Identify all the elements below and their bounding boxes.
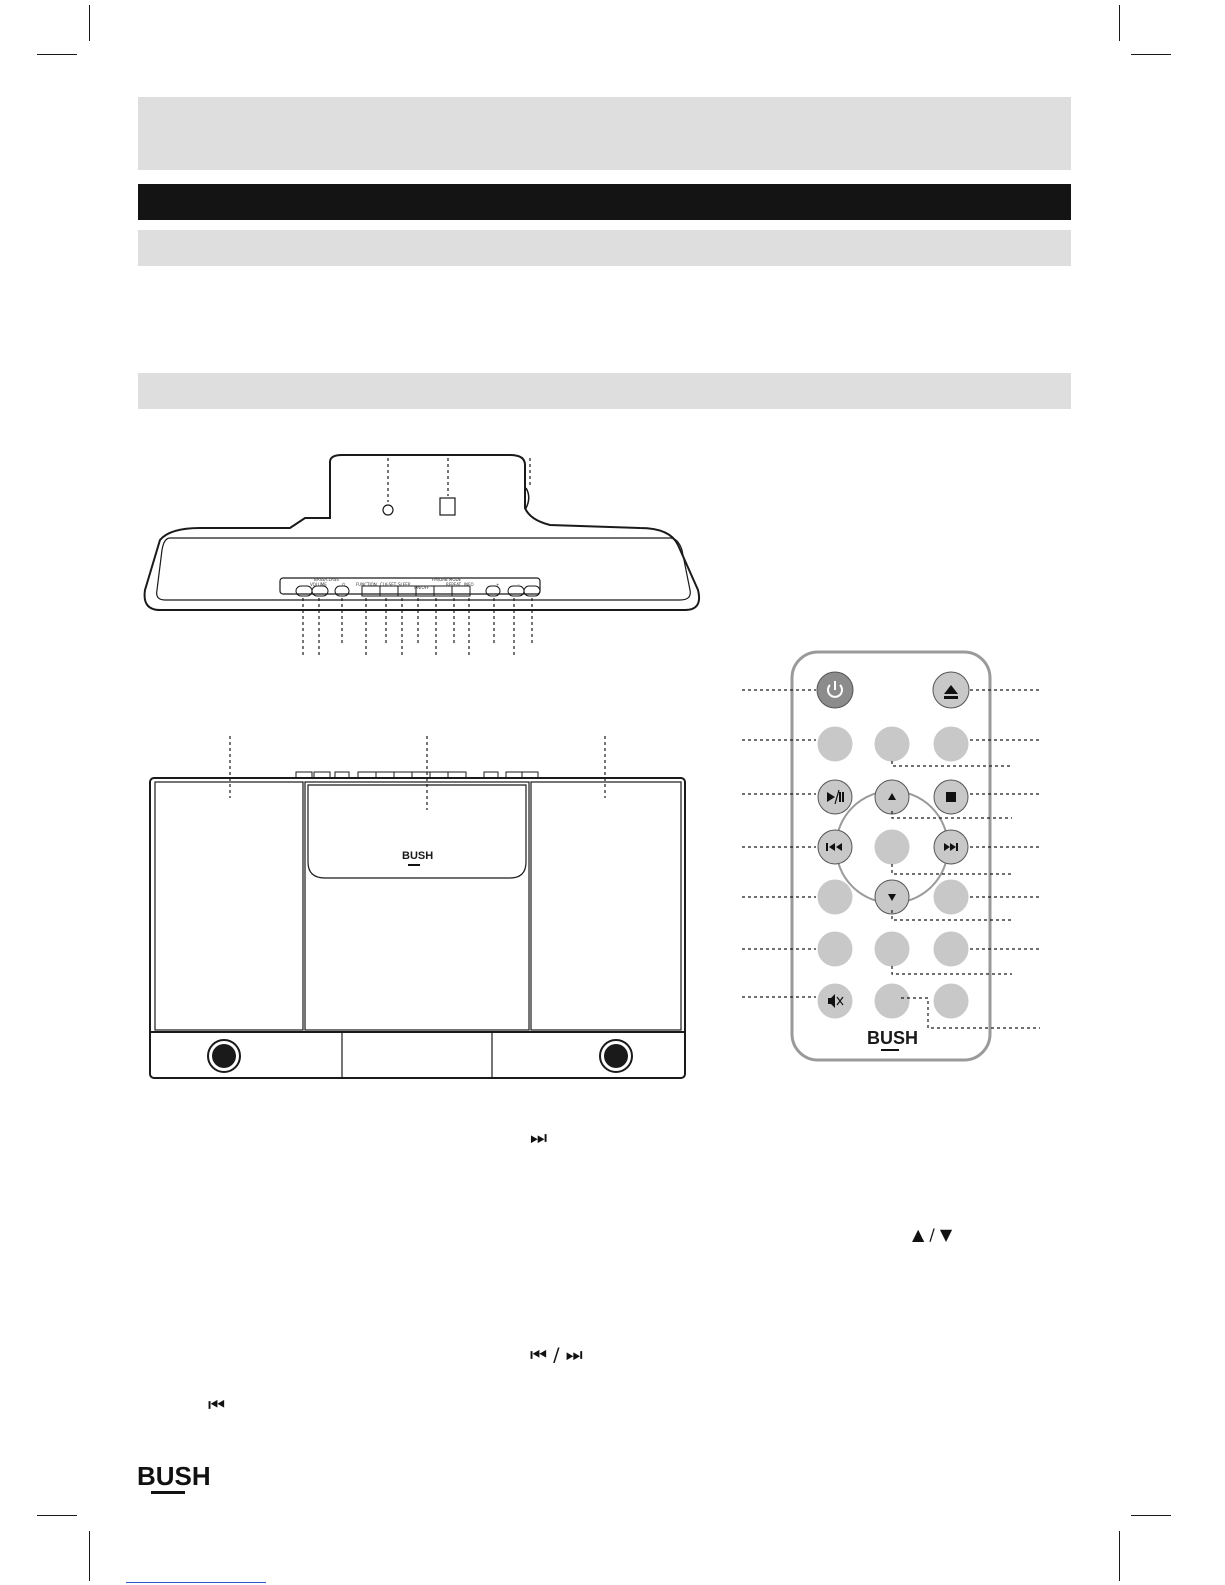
brand-logo [137,1461,211,1492]
label-fmdab: FM/DAB MODE [432,577,462,582]
remote-logo-underline [881,1049,899,1051]
footer-link-line [126,1582,266,1583]
crop-mark [37,54,77,55]
unit-front-logo-underline [408,864,420,866]
subsection-bar [138,230,1071,266]
up-down-arrows-icon: ▲ / ▼ [912,1225,953,1244]
section-title-bar [138,184,1071,220]
unit-top-labels [296,577,546,589]
stop-icon [946,792,956,802]
skip-back-forward-icon: ⏮ / ⏭ [530,1344,583,1366]
label-power: ⏻ [342,582,346,587]
crop-mark [1131,1515,1171,1516]
label-function: FUNCTION [356,582,377,587]
crop-mark [89,1531,90,1581]
skip-back-icon: ⏮ [208,1394,226,1416]
unit-diagram [130,450,710,1090]
label-minus: - [518,582,520,587]
unit-front-logo: BUSH [402,850,434,862]
crop-mark [37,1515,77,1516]
label-repeat: REPEAT [446,582,462,587]
brand-logo-underline [151,1491,185,1494]
skip-forward-icon: ⏭ [530,1127,548,1149]
remote-logo: BUSH [867,1028,919,1048]
header-band [138,97,1071,170]
label-bass: BASS/CLASS [314,577,339,582]
crop-mark [1119,1531,1120,1581]
remote-control [738,648,1048,1068]
label-plus: + [496,582,500,587]
subsection-bar-2 [138,373,1071,409]
crop-mark [1119,5,1120,41]
label-sleep: SLEEP [398,582,411,587]
label-clkset: CLK-SET [380,582,397,587]
brand-logo-text: BUSH [137,1461,211,1491]
label-volume: VOLUME [310,582,327,587]
crop-mark [1131,54,1171,55]
crop-mark [89,5,90,41]
label-onoff: ON/OFF [414,585,430,590]
label-info: INFO [464,582,474,587]
